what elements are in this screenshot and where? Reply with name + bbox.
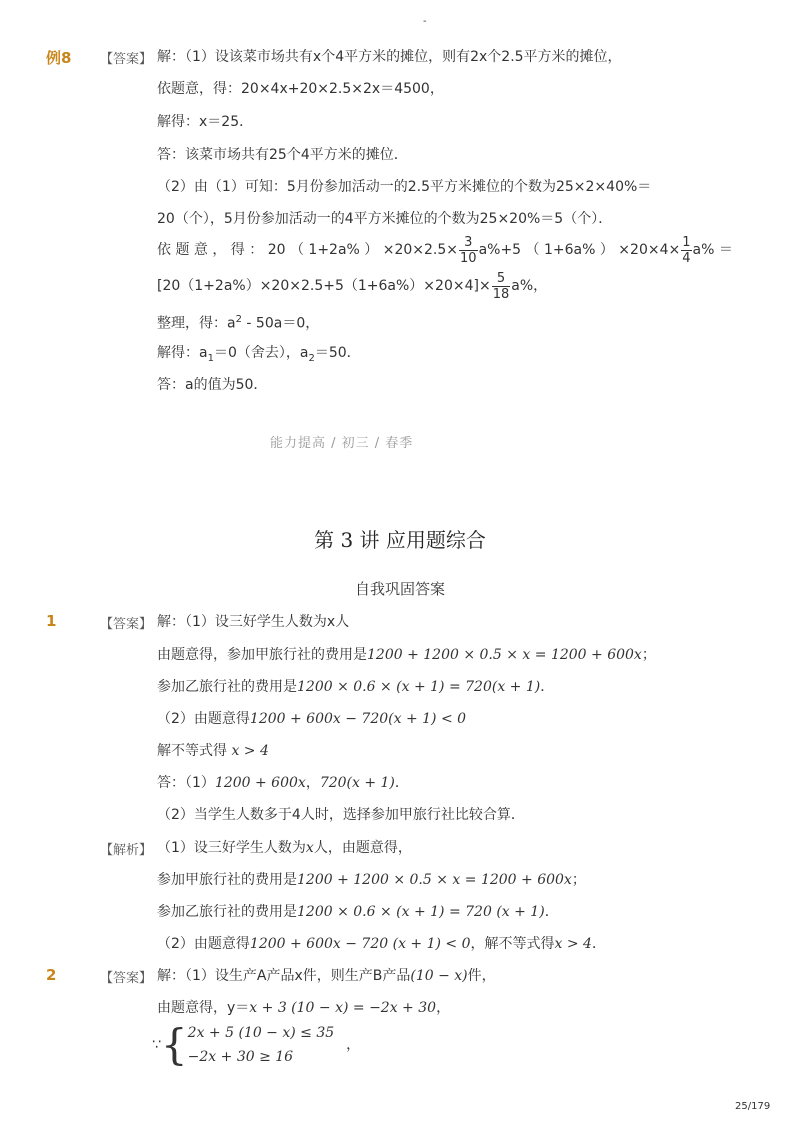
q2-system — [152, 1021, 360, 1069]
fraction-denominator: 4 — [682, 250, 691, 266]
q1-line-3-text: 参加乙旅行社的费用是 — [157, 679, 297, 695]
q1-solution: x > 4 — [231, 743, 269, 759]
fraction-3-10 — [459, 235, 478, 266]
fraction-numerator: 1 — [682, 234, 691, 250]
ex8-line-11: 答：a的值为50． — [157, 377, 268, 393]
q1-analysis-line-4 — [157, 935, 606, 953]
ex8-line-10-part-b: ＝0（舍去），a — [213, 345, 309, 361]
ex8-line-9-part-b: - 50a＝0， — [241, 315, 320, 332]
ex8-line-9 — [157, 311, 319, 333]
because-symbol: ∵ — [152, 1037, 161, 1053]
q1-analysis-4-end: ． — [591, 936, 606, 952]
q1-analysis-2-text: 参加甲旅行社的费用是 — [157, 872, 297, 888]
q1-inequality: 1200 + 600x − 720(x + 1) < 0 — [249, 711, 467, 727]
question-number: 2 — [46, 966, 57, 984]
q1-line-2-end: ； — [641, 647, 656, 663]
q1-line-5 — [157, 742, 269, 760]
q2-line-1-end: 件， — [467, 968, 496, 984]
q1-line-6-text: 答：（1） — [157, 775, 215, 791]
variable-x: x — [305, 840, 314, 856]
ex8-line-8-part-b: a%， — [511, 278, 548, 294]
q1-analysis-line-1 — [157, 839, 412, 857]
ex8-line-7-part-a: 依 题 意 ， 得 ： 20 （ 1+2a% ） ×20×2.5× — [157, 242, 459, 258]
q1-line-5-text: 解不等式得 — [157, 743, 232, 759]
q2-line-2-end: ， — [436, 1000, 451, 1016]
system-row-2: −2x + 30 ≥ 16 — [187, 1049, 294, 1065]
q2-line-2-text: 由题意得，y＝ — [157, 1000, 250, 1016]
q1-line-2-text: 由题意得，参加甲旅行社的费用是 — [157, 647, 367, 663]
ex8-line-9-part-a: 整理，得：a — [157, 315, 236, 332]
ex8-line-7 — [157, 232, 733, 268]
ex8-line-8-part-a: [20（1+2a%）×20×2.5+5（1+6a%）×20×4]× — [157, 278, 491, 294]
exponent: 2 — [235, 314, 242, 325]
q1-cost-a: 1200 + 600x — [214, 775, 306, 791]
q1-line-4-text: （2）由题意得 — [157, 711, 250, 727]
top-mark: - — [423, 16, 427, 27]
fraction-numerator: 5 — [492, 271, 511, 287]
ex8-line-3: 解得：x＝25． — [157, 114, 254, 130]
q1-analysis-line-3 — [157, 903, 559, 921]
q1-line-6-sep: ， — [305, 775, 320, 791]
q1-analysis-3-text: 参加乙旅行社的费用是 — [157, 904, 297, 920]
ex8-line-7-part-c: a% ＝ — [692, 242, 733, 258]
analysis-tag: 【解析】 — [100, 843, 153, 858]
system-end: ， — [346, 1037, 361, 1053]
ex8-line-10-part-a: 解得：a — [157, 345, 208, 361]
q1-analysis-2-end: ； — [571, 872, 586, 888]
q2-quantity-b: (10 − x) — [410, 968, 468, 984]
q1-analysis-formula-a: 1200 + 1200 × 0.5 × x = 1200 + 600x — [297, 872, 572, 888]
lecture-title: 第 3 讲 应用题综合 — [314, 528, 486, 552]
q1-formula-a: 1200 + 1200 × 0.5 × x = 1200 + 600x — [367, 647, 642, 663]
ex8-line-4: 答：该菜市场共有25个4平方米的摊位． — [157, 147, 408, 163]
fraction-denominator: 18 — [492, 286, 510, 302]
answer-tag: 【答案】 — [100, 617, 153, 632]
q1-cost-b: 720(x + 1) — [319, 775, 395, 791]
answer-tag: 【答案】 — [100, 52, 153, 67]
ex8-line-10-part-c: ＝50． — [314, 345, 361, 361]
ex8-line-10 — [157, 344, 361, 368]
q1-line-2 — [157, 646, 656, 664]
q1-formula-b: 1200 × 0.6 × (x + 1) = 720(x + 1) — [297, 679, 541, 695]
ex8-line-6: 20（个），5月份参加活动一的4平方米摊位的个数为25×20%＝5（个）． — [157, 211, 613, 227]
q1-line-1: 解：（1）设三好学生人数为x人 — [157, 614, 350, 630]
fraction-1-4 — [681, 235, 691, 266]
q1-analysis-formula-b: 1200 × 0.6 × (x + 1) = 720 (x + 1) — [297, 904, 545, 920]
course-footer: 能力提高 / 初三 / 春季 — [270, 436, 414, 451]
ex8-line-7-part-b: a%+5 （ 1+6a% ） ×20×4× — [478, 242, 681, 258]
subscript-1: 1 — [207, 352, 214, 364]
subscript-2: 2 — [308, 352, 315, 364]
q1-analysis-1-text: （1）设三好学生人数为 — [157, 840, 306, 856]
section-title: 自我巩固答案 — [354, 580, 445, 598]
ex8-line-5: （2）由（1）可知：5月份参加活动一的2.5平方米摊位的个数为25×2×40%＝ — [157, 179, 652, 195]
example-number: 例8 — [46, 49, 72, 67]
q2-profit-formula: x + 3 (10 − x) = −2x + 30 — [249, 1000, 437, 1016]
q1-analysis-1-end: 人，由题意得， — [313, 840, 412, 856]
question-number: 1 — [46, 612, 57, 630]
fraction-numerator: 3 — [459, 235, 478, 251]
q1-analysis-line-2 — [157, 871, 586, 889]
q1-line-3 — [157, 678, 554, 696]
system-rows — [188, 1021, 335, 1069]
left-brace-icon: { — [160, 1020, 188, 1069]
q1-line-7: （2）当学生人数多于4人时，选择参加甲旅行社比较合算． — [157, 807, 525, 823]
q1-analysis-4-text: （2）由题意得 — [157, 936, 250, 952]
q1-analysis-inequality: 1200 + 600x − 720 (x + 1) < 0 — [249, 936, 471, 952]
fraction-denominator: 10 — [460, 250, 477, 266]
q1-line-3-end: ． — [540, 679, 555, 695]
q1-line-4 — [157, 710, 466, 728]
ex8-line-2: 依题意，得：20×4x+20×2.5×2x＝4500， — [157, 81, 444, 97]
q1-line-6 — [157, 774, 409, 792]
q2-line-1-text: 解：（1）设生产A产品x件，则生产B产品 — [157, 968, 411, 984]
answer-tag: 【答案】 — [100, 971, 153, 986]
system-row-1: 2x + 5 (10 − x) ≤ 35 — [187, 1025, 335, 1041]
q1-line-6-end: ． — [394, 775, 409, 791]
q1-analysis-3-end: ． — [544, 904, 559, 920]
q1-analysis-4-mid: ，解不等式得 — [470, 936, 555, 952]
q1-analysis-solution: x > 4 — [554, 936, 592, 952]
q2-line-1 — [157, 967, 496, 985]
page-number: 25/179 — [735, 1101, 771, 1112]
q2-line-2 — [157, 999, 450, 1017]
ex8-line-1: 解：（1）设该菜市场共有x个4平方米的摊位，则有2x个2.5平方米的摊位， — [157, 49, 622, 65]
ex8-line-8 — [157, 268, 547, 304]
fraction-5-18 — [492, 271, 511, 302]
